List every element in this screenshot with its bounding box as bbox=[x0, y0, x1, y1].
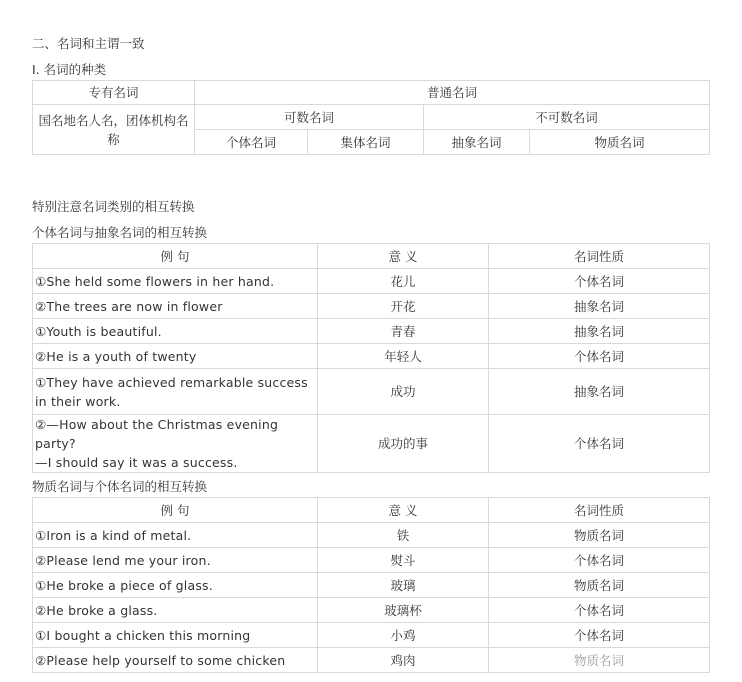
example-sentence: ②Please help yourself to some chicken bbox=[33, 648, 318, 673]
table-row bbox=[33, 573, 710, 598]
example-sentence: ②Please lend me your iron. bbox=[33, 548, 318, 573]
example-sentence: ②He is a youth of twenty bbox=[33, 344, 318, 369]
example-sentence: ①They have achieved remarkable success in their work. bbox=[33, 369, 318, 415]
section-title: 二、名词和主谓一致 bbox=[32, 36, 145, 51]
meaning: 鸡肉 bbox=[318, 648, 489, 673]
abstract-noun-header: 抽象名词 bbox=[424, 130, 530, 155]
header-noun-type: 名词性质 bbox=[489, 498, 710, 523]
collective-noun-header: 集体名词 bbox=[308, 130, 424, 155]
header-example: 例 句 bbox=[33, 498, 318, 523]
table-row bbox=[33, 623, 710, 648]
noun-type: 物质名词 bbox=[489, 648, 710, 673]
meaning: 熨斗 bbox=[318, 548, 489, 573]
table-row bbox=[33, 415, 710, 473]
meaning: 开花 bbox=[318, 294, 489, 319]
table-row bbox=[33, 319, 710, 344]
example-sentence: ①Iron is a kind of metal. bbox=[33, 523, 318, 548]
meaning: 花儿 bbox=[318, 269, 489, 294]
example-sentence: ①She held some flowers in her hand. bbox=[33, 269, 318, 294]
meaning: 成功的事 bbox=[318, 415, 489, 473]
table-row bbox=[33, 369, 710, 415]
countable-noun-header: 可数名词 bbox=[195, 105, 424, 130]
table-row bbox=[33, 344, 710, 369]
noun-type: 个体名词 bbox=[489, 548, 710, 573]
noun-type: 抽象名词 bbox=[489, 369, 710, 415]
individual-abstract-table bbox=[32, 243, 710, 473]
table-row bbox=[33, 294, 710, 319]
uncountable-noun-header: 不可数名词 bbox=[424, 105, 710, 130]
sub-title: I. 名词的种类 bbox=[32, 62, 107, 77]
example-sentence: ②He broke a glass. bbox=[33, 598, 318, 623]
noun-types-table bbox=[32, 80, 710, 155]
meaning: 玻璃 bbox=[318, 573, 489, 598]
meaning: 年轻人 bbox=[318, 344, 489, 369]
header-example: 例 句 bbox=[33, 244, 318, 269]
noun-type: 抽象名词 bbox=[489, 319, 710, 344]
header-meaning: 意 义 bbox=[318, 244, 489, 269]
common-noun-header: 普通名词 bbox=[195, 81, 710, 105]
noun-type: 抽象名词 bbox=[489, 294, 710, 319]
proper-noun-header: 专有名词 bbox=[33, 81, 195, 105]
dialogue-line-1: ②—How about the Christmas evening party? bbox=[35, 417, 279, 451]
noun-type: 个体名词 bbox=[489, 598, 710, 623]
table-row bbox=[33, 523, 710, 548]
material-noun-header: 物质名词 bbox=[530, 130, 710, 155]
meaning: 玻璃杯 bbox=[318, 598, 489, 623]
noun-type: 物质名词 bbox=[489, 573, 710, 598]
noun-type: 个体名词 bbox=[489, 269, 710, 294]
noun-type: 个体名词 bbox=[489, 344, 710, 369]
material-individual-table bbox=[32, 497, 710, 673]
example-sentence: ①Youth is beautiful. bbox=[33, 319, 318, 344]
table-row bbox=[33, 269, 710, 294]
meaning: 铁 bbox=[318, 523, 489, 548]
noun-type: 个体名词 bbox=[489, 623, 710, 648]
table2-title: 物质名词与个体名词的相互转换 bbox=[32, 479, 208, 494]
meaning: 成功 bbox=[318, 369, 489, 415]
noun-type: 物质名词 bbox=[489, 523, 710, 548]
header-noun-type: 名词性质 bbox=[489, 244, 710, 269]
table-row bbox=[33, 598, 710, 623]
table-row bbox=[33, 648, 710, 673]
table1-title: 个体名词与抽象名词的相互转换 bbox=[32, 225, 208, 240]
individual-noun-header: 个体名词 bbox=[195, 130, 308, 155]
table-row bbox=[33, 548, 710, 573]
noun-type: 个体名词 bbox=[489, 415, 710, 473]
header-meaning: 意 义 bbox=[318, 498, 489, 523]
proper-noun-examples: 国名地名人名，团体机构名称 bbox=[33, 105, 195, 155]
dialogue-line-2: —I should say it was a success. bbox=[35, 455, 238, 470]
example-sentence: ②The trees are now in flower bbox=[33, 294, 318, 319]
meaning: 青春 bbox=[318, 319, 489, 344]
example-sentence-dialogue bbox=[33, 415, 318, 473]
note-title: 特别注意名词类别的相互转换 bbox=[32, 199, 195, 214]
meaning: 小鸡 bbox=[318, 623, 489, 648]
example-sentence: ①I bought a chicken this morning bbox=[33, 623, 318, 648]
example-sentence: ①He broke a piece of glass. bbox=[33, 573, 318, 598]
